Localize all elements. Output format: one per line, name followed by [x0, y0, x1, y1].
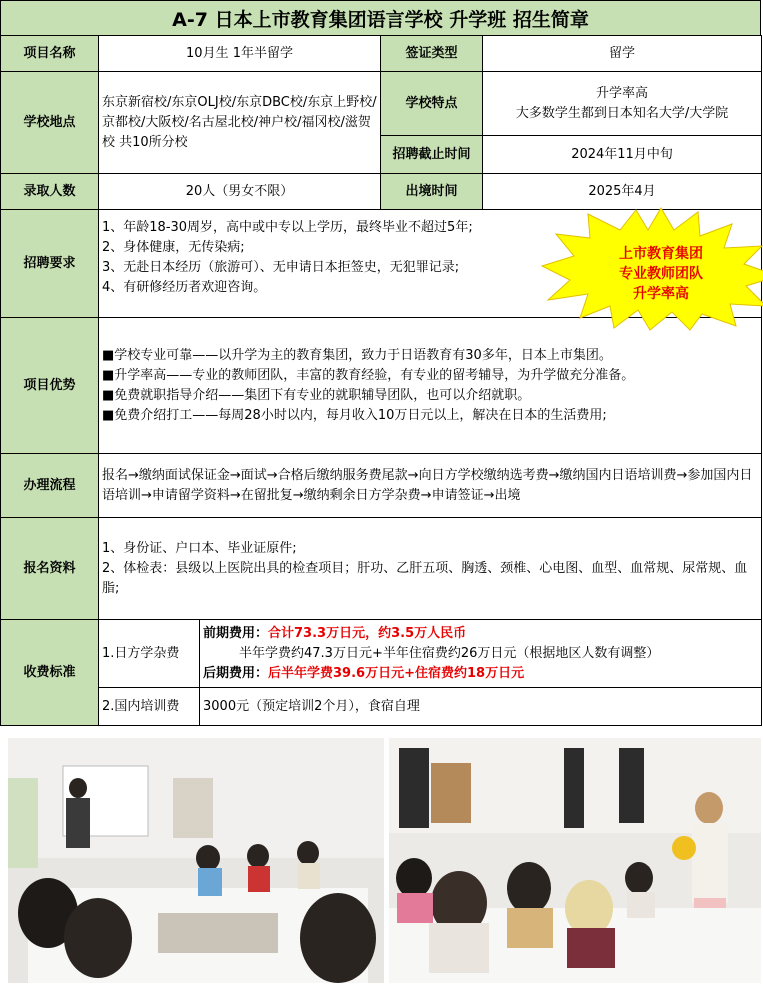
- project-name-value: 10月生 1年半留学: [99, 36, 381, 72]
- documents-label: 报名资料: [1, 518, 99, 620]
- row-enrollment: [1, 174, 762, 210]
- advantage-item: ■升学率高——专业的教师团队，丰富的教育经验，有专业的留考辅导，为升学做充分准备。: [102, 367, 635, 383]
- row-process: [1, 454, 762, 518]
- early-fee-label: 前期费用：: [203, 625, 269, 641]
- requirements-label: 招聘要求: [1, 210, 99, 318]
- japan-fee-detail: [200, 620, 762, 688]
- school-features-value: [483, 72, 762, 136]
- school-location-value: 东京新宿校/东京OLJ校/东京DBC校/东京上野校/京都校/大阪校/名古屋北校/神户校/福冈校/滋贺校 共10所分校: [99, 72, 381, 174]
- early-fee-value: 合计73.3万日元，约3.5万人民币: [268, 625, 467, 641]
- school-features-line2: 大多数学生都到日本知名大学/大学院: [515, 105, 729, 121]
- document-item: 1、身份证、户口本、毕业证原件;: [102, 540, 297, 556]
- early-fee-detail: 半年学费约47.3万日元+半年住宿费约26万日元（根据地区人数有调整）: [239, 645, 660, 661]
- visa-type-label: 签证类型: [381, 36, 483, 72]
- row-documents: [1, 518, 762, 620]
- early-fee-line: [203, 624, 758, 644]
- deadline-label: 招聘截止时间: [381, 136, 483, 174]
- requirement-item: 3、无赴日本经历（旅游可）、无申请日本拒签史，无犯罪记录;: [102, 260, 460, 275]
- late-fee-line: [203, 664, 758, 684]
- school-features-line1: 升学率高: [596, 85, 649, 101]
- row-fees-japan: [1, 620, 762, 688]
- row-fees-domestic: [1, 688, 762, 726]
- row-advantages: [1, 318, 762, 454]
- advantages-label: 项目优势: [1, 318, 99, 454]
- departure-label: 出境时间: [381, 174, 483, 210]
- requirement-item: 4、有研修经历者欢迎咨询。: [102, 280, 267, 295]
- badge-line-1: 上市教育集团: [619, 246, 703, 262]
- requirement-item: 2、身体健康，无传染病;: [102, 240, 245, 255]
- classroom-photo-right: [389, 738, 761, 983]
- domestic-fee-label: 2.国内培训费: [99, 688, 200, 726]
- domestic-fee-value: 3000元（预定培训2个月），食宿自理: [200, 688, 762, 726]
- advantage-item: ■免费就职指导介绍——集团下有专业的就职辅导团队，也可以介绍就职。: [102, 387, 531, 403]
- enrollment-label: 录取人数: [1, 174, 99, 210]
- fees-label: 收费标准: [1, 620, 99, 726]
- page-title: A-7 日本上市教育集团语言学校 升学班 招生简章: [0, 0, 761, 36]
- late-fee-label: 后期费用：: [203, 665, 269, 681]
- visa-type-value: 留学: [483, 36, 762, 72]
- project-name-label: 项目名称: [1, 36, 99, 72]
- process-value: 报名→缴纳面试保证金→面试→合格后缴纳服务费尾款→向日方学校缴纳选考费→缴纳国内日语培训费→参加国内日语培训→申请留学资料→在留批复→缴纳剩余日方学杂费→申请签证→出境: [99, 454, 762, 518]
- badge-line-3: 升学率高: [633, 286, 689, 302]
- school-location-label: 学校地点: [1, 72, 99, 174]
- photo-strip: [0, 732, 763, 997]
- enrollment-value: 20人（男女不限）: [99, 174, 381, 210]
- advantage-item: ■免费介绍打工——每周28小时以内，每月收入10万日元以上，解决在日本的生活费用;: [102, 407, 607, 423]
- document-item: 2、体检表：县级以上医院出具的检查项目；肝功、乙肝五项、胸透、颈椎、心电图、血型、血常规、尿常规、血脂;: [102, 560, 748, 596]
- starburst-text: [540, 244, 763, 304]
- badge-line-2: 专业教师团队: [619, 266, 703, 282]
- departure-value: 2025年4月: [483, 174, 762, 210]
- info-table: [0, 35, 762, 726]
- documents-list: [99, 518, 762, 620]
- advantages-list: [99, 318, 762, 454]
- requirement-item: 1、年龄18-30周岁，高中或中专以上学历，最终毕业不超过5年;: [102, 220, 473, 235]
- japan-fee-label: 1.日方学杂费: [99, 620, 200, 688]
- row-project: [1, 36, 762, 72]
- classroom-photo-left: [8, 738, 384, 983]
- deadline-value: 2024年11月中旬: [483, 136, 762, 174]
- process-label: 办理流程: [1, 454, 99, 518]
- row-features: [1, 72, 762, 136]
- school-features-label: 学校特点: [381, 72, 483, 136]
- advantage-item: ■学校专业可靠——以升学为主的教育集团，致力于日语教育有30多年，日本上市集团。: [102, 347, 612, 363]
- late-fee-value: 后半年学费39.6万日元+住宿费约18万日元: [268, 665, 525, 681]
